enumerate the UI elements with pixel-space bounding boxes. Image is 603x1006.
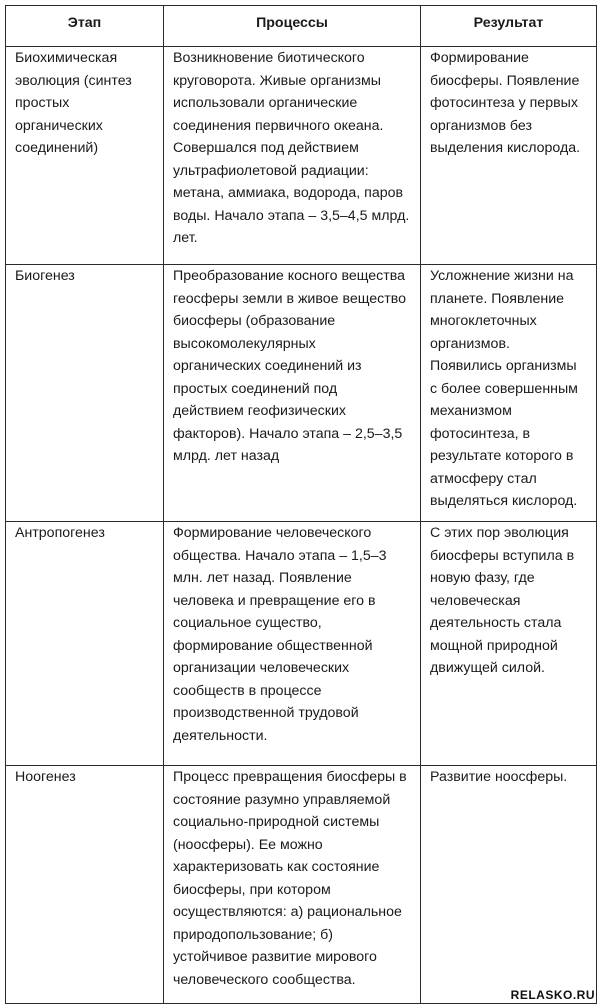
processes-text: Возникновение биотического круговорота. Живые организмы использовали органические соединения первичного океана. Совершался под действием ультрафиолетовой радиации: метана, аммиака, водорода, паров воды. Начало этапа – 3,5–4,5 млрд. лет. [173, 50, 410, 246]
evolution-stages-table [5, 5, 597, 1004]
table-row [6, 522, 597, 766]
table-row [6, 265, 597, 522]
processes-text: Преобразование косного вещества геосферы земли в живое вещество биосферы (образование высокомолекулярных органических соединений из простых соединений под действием геофизических факторов). Начало этапа – 2,5–3,5 млрд. лет назад [173, 268, 406, 464]
processes-cell [164, 265, 421, 522]
header-row [6, 6, 597, 47]
table-row [6, 766, 597, 1004]
stage-cell [6, 265, 164, 522]
processes-cell [164, 766, 421, 1004]
processes-cell [164, 47, 421, 265]
header-stage: Этап [6, 6, 164, 47]
watermark: RELASKO.RU [510, 988, 595, 1002]
stage-cell [6, 766, 164, 1004]
header-result: Результат [421, 6, 597, 47]
stage-cell [6, 522, 164, 766]
result-cell [421, 522, 597, 766]
stage-text: Биогенез [15, 268, 75, 284]
result-cell [421, 766, 597, 1004]
result-cell [421, 47, 597, 265]
stage-cell [6, 47, 164, 265]
result-cell [421, 265, 597, 522]
processes-text: Процесс превращения биосферы в состояние разумно управляемой социально-природной системы (ноосферы). Ее можно характеризовать как состояние биосферы, при котором осуществляются: а) рациональное природопользование; б) устойчивое развитие мирового человеческого сообщества. [173, 769, 407, 988]
header-processes: Процессы [164, 6, 421, 47]
result-text: Усложнение жизни на планете. Появление многоклеточных организмов. Появились организмы с более совершенным механизмом фотосинтеза, в результате которого в атмосферу стал выделяться кислород. [430, 268, 578, 509]
processes-cell [164, 522, 421, 766]
stage-text: Антропогенез [15, 525, 105, 541]
result-text: Развитие ноосферы. [430, 769, 568, 785]
stage-text: Ноогенез [15, 769, 76, 785]
result-text: С этих пор эволюция биосферы вступила в новую фазу, где человеческая деятельность стала мощной природной движущей силой. [430, 525, 575, 676]
result-text: Формирование биосферы. Появление фотосинтеза у первых организмов без выделения кислорода. [430, 50, 581, 156]
processes-text: Формирование человеческого общества. Начало этапа – 1,5–3 млн. лет назад. Появление человека и превращение его в социальное существо, формирование общественной организации человеческих сообществ в процессе производственной трудовой деятельности. [173, 525, 387, 744]
stage-text: Биохимическая эволюция (синтез простых органических соединений) [15, 50, 132, 156]
table-row [6, 47, 597, 265]
